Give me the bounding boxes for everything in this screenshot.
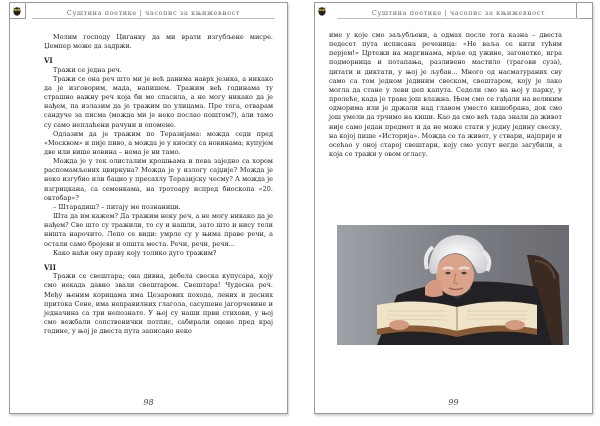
section-heading: VI — [44, 56, 53, 66]
page-header: Суштина поетике | часопис за књижевност — [66, 9, 241, 17]
page-number: 98 — [143, 398, 154, 407]
right-page-text — [329, 31, 562, 159]
paragraph: Молим господу Циганку да ми врати изгубљене мисре. Џемпер може да задржи. — [44, 33, 273, 51]
header-divider — [337, 18, 580, 19]
paragraph: Можда је у тек олисталим крошњама и пева заједно са хором распомамљених цвиркуна? Можда је у излогу сајџије? Можда је неко изгубио или бацио у пресахлу Теразијску чесму? А можда је изгрицкана, са семенкама, на тротоару испред биоскопа «20. октобар»? — [44, 157, 273, 202]
header-divider — [32, 18, 275, 19]
paragraph: име у које смо заљубљени, а одмах после тога казна – двеста педесет пута исписана реченица: «Не ваља се кити тућим перјем!» Цртежи на маргинама, мрље од ужине, загонетке, игра подморница и потапања, разливено мастило (трагови суза), цитати и диктати, у њој је љубав... Много од насматураних сву само са том једном јединим свеском, свештаром, коју је лако могла да стане у леви џеп капута. Седели смо на њој у парку, у пролеће, када је трава још влажна. Њом смо се гађали на великим одморима или је држали над главом уместо кишобрана, док смо још умели да трчимо на киши. Као да смо већ тада знали да живот није само један предмет и да не може стати у једну једину свеску, на којој пише «Историја». Можда се та живот, у ствари, најприје и осећао у оној старој свештари, коју смо успут негде загубили, а која се тражи у овом огласу. — [329, 31, 562, 159]
paragraph: Одлазим да је тражим по Теразијама: можда седи пред «Москвом» и пије пиво, а можда је у киоску са новинама; купујем две или више новина – нема је ни тамо. — [44, 129, 274, 157]
paragraph: Тражи се једна реч. — [53, 65, 122, 74]
left-page-text — [44, 33, 273, 336]
author-photo — [337, 225, 569, 345]
left-page — [9, 2, 288, 414]
paragraph: Шта да им кажем? Да тражим неку реч, а не могу никако да је нађем? Све што су тражили, то су и нашли, зато што и нису тели ништа нарочито. Лепо се види: умрле су у њима праве речи, а остали само бројеви и општа места. Речи, речи, речи... — [44, 212, 273, 248]
owl-logo-icon — [12, 5, 22, 16]
page-header: Суштина поетике | часопис за књижевност — [371, 9, 546, 17]
owl-logo-icon — [317, 5, 327, 16]
paragraph: – Штарадиш? – питају ме познаници. — [53, 202, 181, 211]
page-corner-fold — [576, 2, 593, 19]
paragraph: Како наћи ону праву коју толико дуго тражим? — [53, 248, 217, 257]
paragraph: Тражи се она реч што ми је већ данима наврх језика, а никако да је изговорим, мада, напишем. Тражим већ годинама ту страшно важну реч која би ме спасила, а не могу никако да је нађем, па излазим да је тражим по улицама. Пре тога, отварам сандуче за писма (можда ми је неко послао поштом?), али тамо су само неплаћени рачуни и опомене. — [44, 74, 273, 129]
paragraph: Тражи се свештара; она дивна, дебела свеска купусара, коју смо некада давно звали свештаром. Свештара! Чудесна реч. Међу њеним корицама има Цезарових похода, лених и десних притока Сене, има неправилних глагола, сасушене јагорчевине и једначина са три непознате. У њој су наши први стихови, у њој смо вежбали сопственички потпис, сабирали оцене пред крај године, у њој је двеста пута записано неко — [44, 272, 273, 336]
page-number: 99 — [448, 398, 459, 407]
right-page — [314, 2, 593, 414]
section-heading: VII — [44, 262, 56, 272]
